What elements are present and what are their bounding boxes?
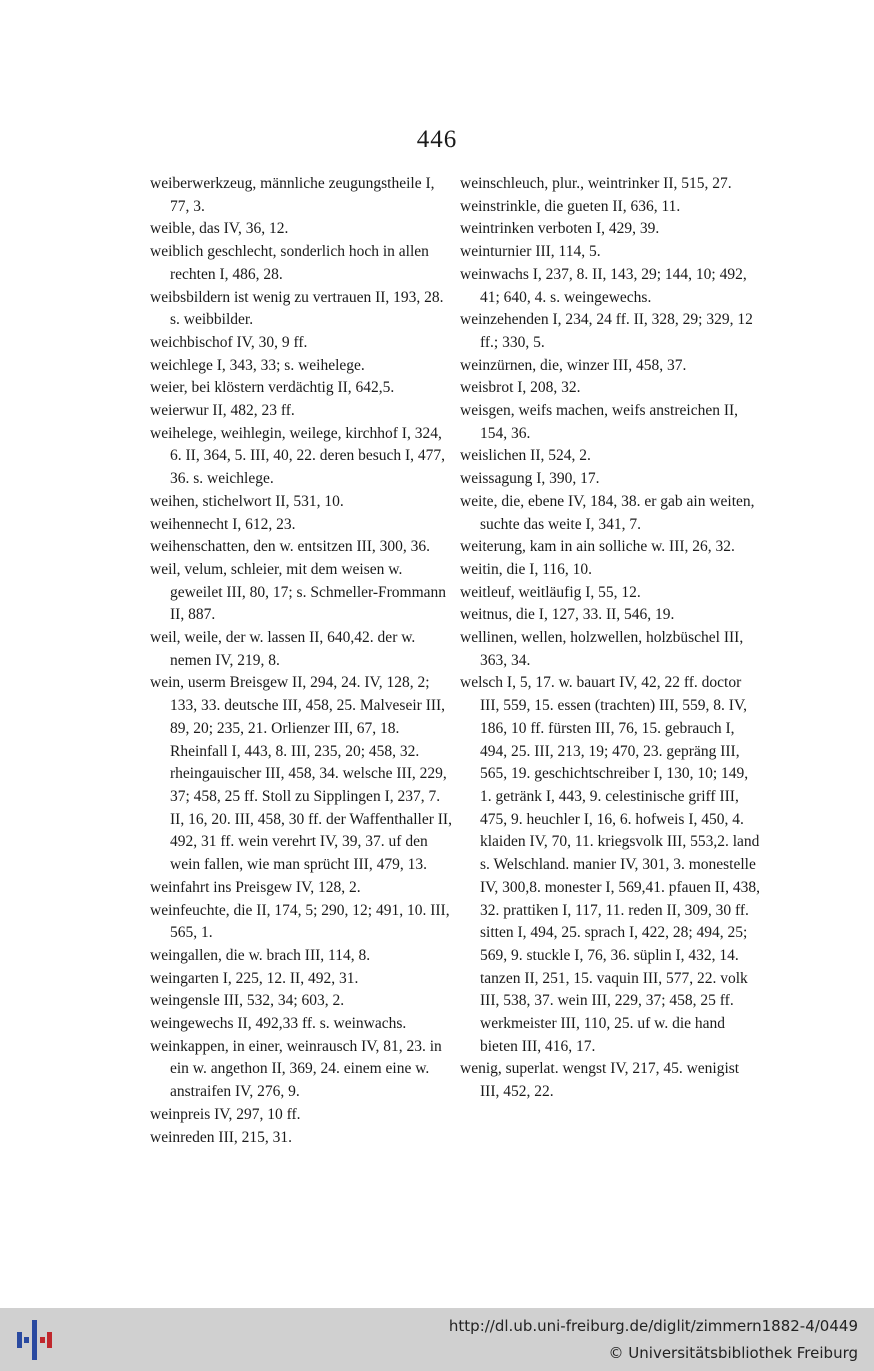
index-entry: weil, velum, schleier, mit dem weisen w. geweilet III, 80, 17; s. Schmeller-Frommann II, 887. xyxy=(150,560,447,624)
page-number: 446 xyxy=(416,126,458,153)
index-entry: weinkappen, in einer, weinrausch IV, 81, 23. in ein w. angethon II, 369, 24. einem eine w. anstraifen IV, 276, 9. xyxy=(150,1037,442,1101)
index-entry: weinreden III, 215, 31. xyxy=(150,1128,293,1146)
footer-bar xyxy=(0,1308,874,1371)
index-entry: weible, das IV, 36, 12. xyxy=(150,220,289,238)
index-entry: weinzehenden I, 234, 24 ff. II, 328, 29; 329, 12 ff.; 330, 5. xyxy=(460,311,753,351)
left-column xyxy=(150,173,452,1149)
index-entry: weiterung, kam in ain solliche w. III, 26, 32. xyxy=(460,538,735,556)
index-entry: weier, bei klöstern verdächtig II, 642,5. xyxy=(150,379,395,397)
index-entry: weil, weile, der w. lassen II, 640,42. der w. nemen IV, 219, 8. xyxy=(150,629,416,669)
index-entry: weitnus, die I, 127, 33. II, 546, 19. xyxy=(460,606,675,624)
index-entry: wellinen, wellen, holzwellen, holzbüschel III, 363, 34. xyxy=(460,629,744,669)
index-entry: weihenschatten, den w. entsitzen III, 300, 36. xyxy=(150,538,431,556)
right-column xyxy=(460,173,762,1104)
index-entry: welsch I, 5, 17. w. bauart IV, 42, 22 ff. doctor III, 559, 15. essen (trachten) III, 559, 8. IV, 186, 10 ff. fürsten III, 76, 15. gebrauch I, 494, 25. III, 213, 19; 470, 23. gepräng III, 565, 19. geschichtschreiber I, 130, 10; 149, 1. getränk I, 443, 9. celestinische griff III, 475, 9. heuchler I, 16, 6. hofweis I, 450, 4. klaiden IV, 70, 11. kriegsvolk III, 553,2. land s. Welschland. manier IV, 301, 3. monestelle IV, 300,8. monester I, 569,41. pfauen II, 438, 32. prattiken I, 117, 11. reden II, 309, 30 ff. sitten I, 494, 25. sprach I, 422, 28; 494, 25; 569, 9. stuckle I, 76, 36. süplin I, 432, 14. tanzen II, 251, 15. vaquin III, 577, 22. volk III, 538, 37. wein III, 229, 37; 458, 25 ff. werkmeister III, 110, 25. uf w. die hand bieten III, 416, 17. xyxy=(460,674,760,1055)
index-entry: weinpreis IV, 297, 10 ff. xyxy=(150,1105,301,1123)
index-entry: weinfahrt ins Preisgew IV, 128, 2. xyxy=(150,878,361,896)
index-entry: wein, userm Breisgew II, 294, 24. IV, 128, 2; 133, 33. deutsche III, 458, 25. Malveseir III, 89, 20; 235, 21. Orlienzer III, 67, 18. Rheinfall I, 443, 8. III, 235, 20; 458, 32. rheingauischer III, 458, 34. welsche III, 229, 37; 458, 25 ff. Stoll zu Sipplingen I, 237, 7. II, 16, 20. III, 458, 30 ff. der Waffenthaller II, 492, 31 ff. wein verehrt IV, 39, 37. uf den wein fallen, wie man sprücht III, 479, 13. xyxy=(150,674,452,874)
index-entry: weislichen II, 524, 2. xyxy=(460,447,591,465)
index-entry: wenig, superlat. wengst IV, 217, 45. wenigist III, 452, 22. xyxy=(460,1060,740,1101)
ub-freiburg-logo-icon[interactable] xyxy=(12,1318,56,1362)
index-entry: weingensle III, 532, 34; 603, 2. xyxy=(150,992,345,1010)
index-entry: weisgen, weifs machen, weifs anstreichen II, 154, 36. xyxy=(460,402,739,442)
index-entry: weinzürnen, die, winzer III, 458, 37. xyxy=(460,356,687,374)
index-entry: weichbischof IV, 30, 9 ff. xyxy=(150,333,308,351)
index-entry: weihennecht I, 612, 23. xyxy=(150,515,296,533)
index-entry: weinfeuchte, die II, 174, 5; 290, 12; 491, 10. III, 565, 1. xyxy=(150,901,450,942)
index-entry: weingallen, die w. brach III, 114, 8. xyxy=(150,946,371,964)
index-entry: weissagung I, 390, 17. xyxy=(460,470,600,488)
copyright-text: © Universitätsbibliothek Freiburg xyxy=(608,1344,858,1362)
index-entry: weite, die, ebene IV, 184, 38. er gab ain weiten, suchte das weite I, 341, 7. xyxy=(460,492,755,533)
index-entry: weiberwerkzeug, männliche zeugungstheile I, 77, 3. xyxy=(150,175,435,215)
index-entry: weinschleuch, plur., weintrinker II, 515, 27. xyxy=(460,175,732,192)
index-entry: weihelege, weihlegin, weilege, kirchhof I, 324, 6. II, 364, 5. III, 40, 22. deren besuch I, 477, 36. s. weichlege. xyxy=(150,424,446,488)
index-entry: weitin, die I, 116, 10. xyxy=(460,560,593,578)
index-entry: weinwachs I, 237, 8. II, 143, 29; 144, 10; 492, 41; 640, 4. s. weingewechs. xyxy=(460,265,747,306)
source-url-link[interactable]: http://dl.ub.uni-freiburg.de/diglit/zimmern1882-4/0449 xyxy=(448,1317,858,1335)
index-entry: weingarten I, 225, 12. II, 492, 31. xyxy=(150,969,359,987)
index-entry: weiblich geschlecht, sonderlich hoch in allen rechten I, 486, 28. xyxy=(150,243,429,283)
index-entry: weibsbildern ist wenig zu vertrauen II, 193, 28. s. weibbilder. xyxy=(150,288,444,329)
index-entry: weinturnier III, 114, 5. xyxy=(460,243,601,261)
index-entry: weichlege I, 343, 33; s. weihelege. xyxy=(150,356,365,374)
index-entry: weierwur II, 482, 23 ff. xyxy=(150,402,295,420)
index-entry: weitleuf, weitläufig I, 55, 12. xyxy=(460,583,641,601)
index-entry: weinstrinkle, die gueten II, 636, 11. xyxy=(460,197,681,215)
index-entry: weintrinken verboten I, 429, 39. xyxy=(460,220,660,238)
index-entry: weisbrot I, 208, 32. xyxy=(460,379,581,397)
index-entry: weihen, stichelwort II, 531, 10. xyxy=(150,492,344,510)
index-entry: weingewechs II, 492,33 ff. s. weinwachs. xyxy=(150,1015,407,1033)
